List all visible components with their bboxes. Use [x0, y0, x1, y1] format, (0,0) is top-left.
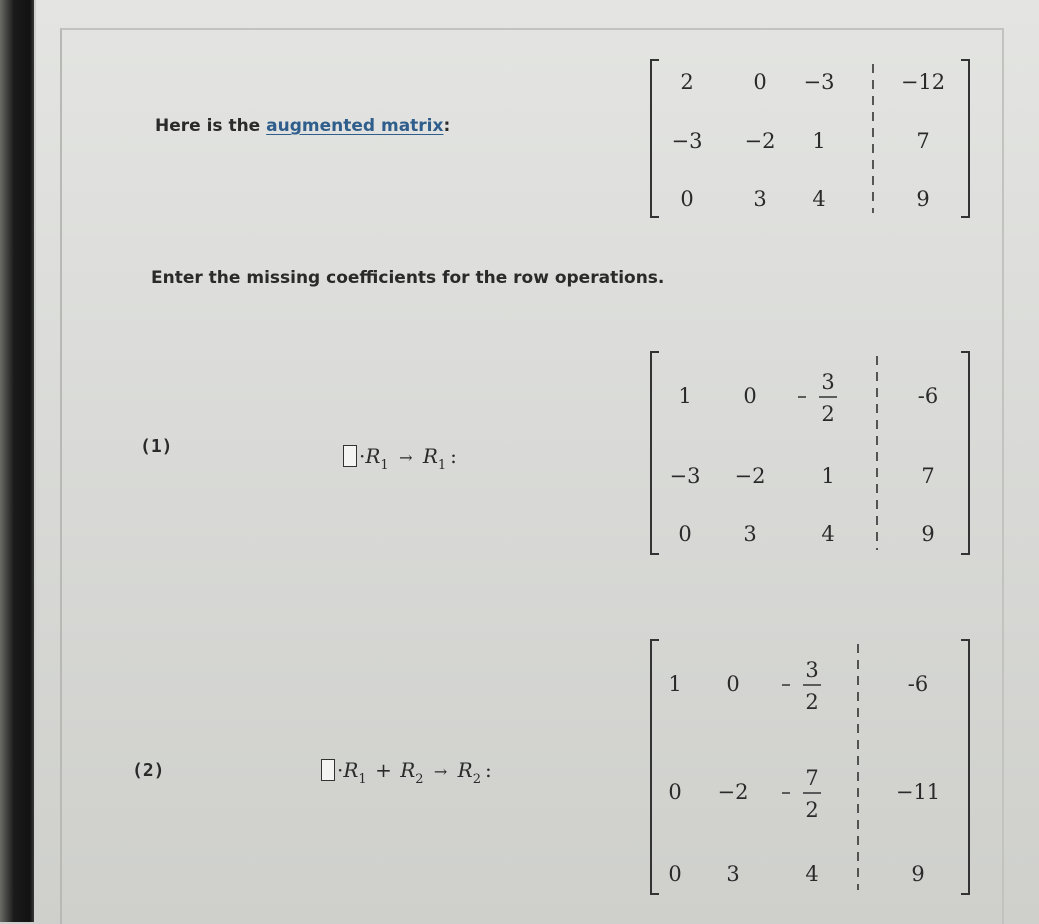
matrix-entry: 7 — [916, 129, 930, 153]
matrix-entry: 0 — [678, 522, 692, 546]
right-bracket — [961, 352, 969, 554]
matrix-entry: −12 — [900, 70, 946, 94]
matrix-entry: 3 — [753, 187, 767, 211]
matrix-entry: 4 — [812, 187, 826, 211]
matrix-entry: 9 — [911, 862, 925, 886]
matrix-entry: 1 — [821, 464, 835, 488]
matrix-entry: −3 — [671, 129, 703, 153]
fraction-numerator: 3 — [805, 658, 819, 682]
matrix-entry: 7 — [921, 464, 935, 488]
row-index: 1 — [358, 772, 367, 787]
dot-operator: · — [337, 758, 344, 782]
fraction-denominator: 2 — [821, 402, 835, 426]
matrix-entry: −11 — [895, 780, 941, 804]
fraction-denominator: 2 — [805, 690, 819, 714]
step-2-coefficient-input[interactable] — [321, 759, 335, 781]
intro-prefix: Here is the — [155, 116, 261, 136]
row-index: 2 — [472, 772, 481, 787]
matrix-entry: 1 — [812, 129, 826, 153]
matrix-entry: −3 — [803, 70, 835, 94]
dot-operator: · — [359, 444, 366, 468]
row-symbol: R — [457, 758, 473, 782]
left-bracket — [651, 352, 659, 554]
device-bezel — [0, 0, 34, 922]
colon: : — [450, 444, 457, 468]
arrow-icon: → — [433, 762, 448, 781]
matrix-fraction-entry — [798, 370, 837, 426]
row-index: 2 — [415, 772, 424, 787]
matrix-fraction-entry — [782, 658, 821, 714]
matrix-entry: 9 — [921, 522, 935, 546]
matrix-entry: 0 — [668, 780, 682, 804]
instruction-text: Enter the missing coefficients for the row operations. — [151, 268, 665, 288]
right-bracket — [961, 60, 969, 217]
matrix-entry: 0 — [668, 862, 682, 886]
matrix-entry: −2 — [744, 129, 776, 153]
augmented-matrix-link[interactable]: augmented matrix — [266, 116, 444, 136]
matrix-entry: 2 — [680, 70, 694, 94]
step-2-matrix — [645, 636, 975, 898]
matrix-entry: 1 — [668, 672, 682, 696]
matrix-entry: 0 — [726, 672, 740, 696]
left-bracket — [651, 640, 659, 894]
matrix-entry: 0 — [743, 384, 757, 408]
fraction-numerator: 3 — [821, 370, 835, 394]
left-bracket — [651, 60, 659, 217]
matrix-entry: 3 — [726, 862, 740, 886]
fraction-denominator: 2 — [805, 798, 819, 822]
fraction-numerator: 7 — [805, 766, 819, 790]
colon: : — [485, 758, 492, 782]
row-symbol: R — [365, 444, 381, 468]
right-bracket — [961, 640, 969, 894]
step-2-operation — [321, 758, 492, 787]
matrix-entry: −2 — [734, 464, 766, 488]
matrix-entry: −3 — [669, 464, 701, 488]
row-index: 1 — [380, 458, 389, 473]
plus-operator: + — [375, 758, 392, 782]
matrix-entry: -6 — [917, 384, 939, 408]
step-1-operation — [343, 444, 457, 473]
matrix-entry: 4 — [821, 522, 835, 546]
step-1-matrix — [645, 348, 975, 558]
matrix-entry: 1 — [678, 384, 692, 408]
matrix-entry: 3 — [743, 522, 757, 546]
row-index: 1 — [437, 458, 447, 473]
matrix-fraction-entry — [782, 766, 821, 822]
row-symbol: R — [343, 758, 359, 782]
matrix-entry: 4 — [805, 862, 819, 886]
step-1-coefficient-input[interactable] — [343, 445, 357, 467]
matrix-entry: −2 — [717, 780, 749, 804]
row-symbol: R — [400, 758, 416, 782]
arrow-icon: → — [399, 448, 413, 467]
step-1-label: (1) — [140, 436, 173, 457]
matrix-entry: 0 — [753, 70, 767, 94]
matrix-entry: 9 — [916, 187, 930, 211]
row-symbol: R — [422, 444, 438, 468]
original-matrix — [645, 56, 975, 221]
step-2-label: (2) — [132, 760, 165, 781]
intro-colon: : — [443, 116, 451, 136]
intro-text — [155, 116, 450, 136]
matrix-entry: 0 — [680, 187, 694, 211]
matrix-entry: -6 — [907, 672, 929, 696]
